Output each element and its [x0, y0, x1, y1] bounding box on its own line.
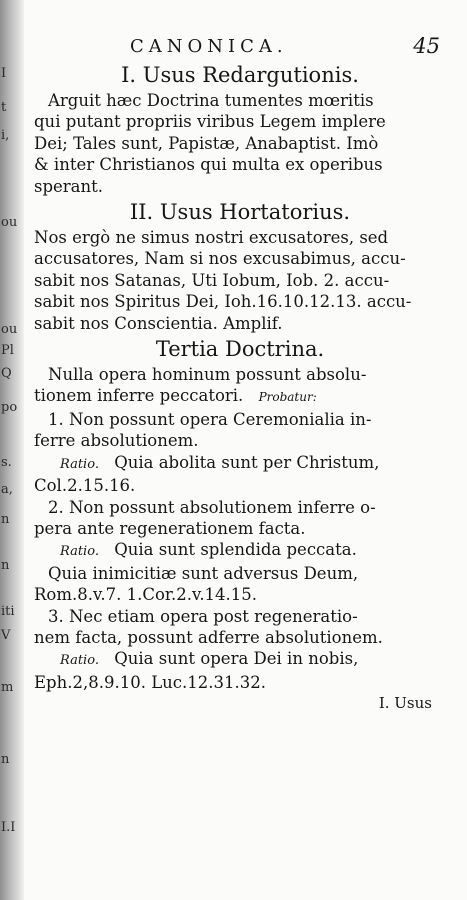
gutter-fragment: s. [1, 455, 12, 470]
text-span: Quia abolita sunt per Christum, [114, 452, 380, 472]
gutter-fragment: m [1, 680, 14, 695]
text-line: qui putant propriis viribus Legem implere [34, 112, 386, 132]
ratio-label: Ratio. [60, 653, 99, 669]
text-line [34, 648, 446, 671]
text-line: pera ante regenerationem facta. [34, 518, 306, 538]
text-line: Dei; Tales sunt, Papistæ, Anabaptist. Imò [34, 133, 379, 153]
text-line: accusatores, Nam si nos excusabimus, accu- [34, 249, 406, 269]
page-body [34, 60, 446, 715]
gutter-fragment: I [1, 66, 7, 81]
text-line: 2. Non possunt absolutionem inferre o- [48, 497, 376, 517]
text-line: 3. Nec etiam opera post regeneratio- [48, 606, 358, 626]
catchword: I. Usus [378, 694, 432, 713]
text-line: 1. Non possunt opera Ceremonialia in- [48, 409, 372, 429]
text-line: Nulla opera hominum possunt absolu- [48, 365, 367, 385]
section-heading-redargutionis: I. Usus Redargutionis. [121, 63, 359, 87]
text-span: Quia sunt opera Dei in nobis, [114, 649, 359, 669]
text-span: tionem inferre peccatori. [34, 386, 244, 406]
text-line: nem facta, possunt adferre absolutionem. [34, 627, 383, 647]
gutter-fragment: Q [1, 366, 12, 381]
gutter-fragment: i, [1, 128, 10, 143]
gutter-fragment: V [1, 628, 11, 643]
text-line: & inter Christianos qui multa ex operibus [34, 155, 383, 175]
text-line [34, 539, 446, 562]
text-line: sperant. [34, 176, 104, 196]
text-line: Quia inimicitiæ sunt adversus Deum, [48, 563, 359, 583]
text-line: Arguit hæc Doctrina tumentes mœritis [48, 91, 374, 110]
page-header [120, 36, 440, 58]
ratio-label: Ratio. [60, 456, 99, 472]
text-line: ferre absolutionem. [34, 431, 199, 451]
gutter-fragment: n [1, 558, 10, 573]
text-line [34, 672, 446, 693]
gutter-fragment: n [1, 752, 10, 767]
section-heading-hortatorius: II. Usus Hortatorius. [129, 200, 351, 225]
section-heading-tertia-doctrina: Tertia Doctrina. [155, 337, 325, 362]
text-line: Nos ergò ne simus nostri excusatores, sed [34, 228, 389, 248]
text-line: Col.2.15.16. [34, 476, 136, 496]
gutter-fragment: I.I [1, 820, 16, 835]
text-line: sabit nos Conscientia. Amplif. [34, 313, 283, 333]
running-head: CANONICA. [130, 36, 288, 57]
page-number: 45 [413, 34, 440, 58]
ratio-label: Ratio. [60, 544, 99, 560]
binding-gutter [0, 0, 24, 900]
text-span: Eph.2,8.9.10. Luc.12.31.32. [34, 672, 266, 692]
gutter-fragment: Pl [1, 343, 14, 358]
gutter-fragment: t [1, 100, 7, 115]
text-line [34, 385, 446, 408]
text-line: sabit nos Spiritus Dei, Ioh.16.10.12.13. accu- [34, 292, 412, 312]
gutter-fragment: iti [1, 604, 15, 619]
gutter-fragment: ou [1, 215, 18, 230]
gutter-fragment: ou [1, 322, 18, 337]
text-line: sabit nos Satanas, Uti Iobum, Iob. 2. accu- [34, 270, 390, 290]
text-line: Rom.8.v.7. 1.Cor.2.v.14.15. [34, 585, 258, 605]
gutter-fragment: po [1, 400, 18, 415]
probatur-marker: Probatur: [258, 390, 317, 405]
gutter-fragment: a, [1, 482, 13, 497]
text-span: Quia sunt splendida peccata. [114, 540, 357, 560]
text-line [34, 452, 446, 475]
gutter-fragment: n [1, 512, 10, 527]
